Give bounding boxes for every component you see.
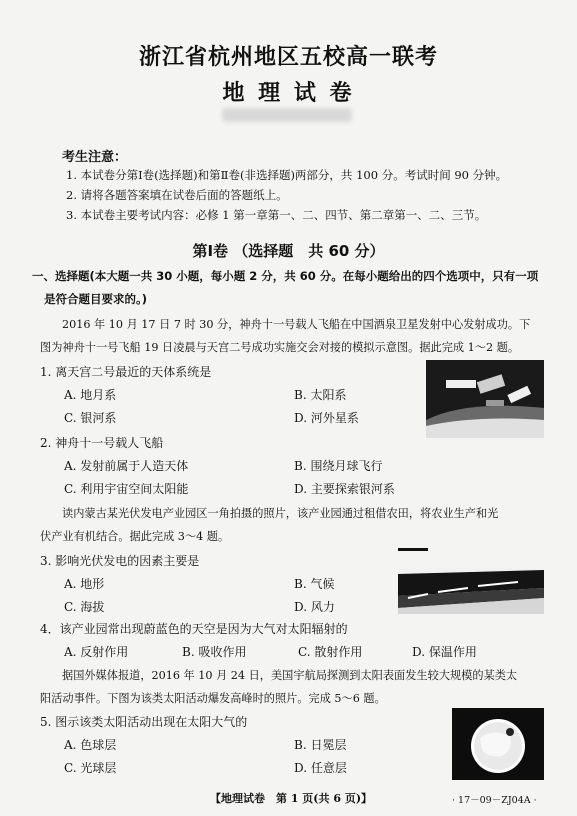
question-5-stem: 5. 图示该类太阳活动出现在太阳大气的 xyxy=(40,715,248,729)
question-1-option-b: B. 太阳系 xyxy=(294,388,347,402)
question-4-option-b: B. 吸收作用 xyxy=(182,645,247,659)
passage-1-line-1: 2016 年 10 月 17 日 7 时 30 分，神舟十一号载人飞船在中国酒泉卫星发射中心发射成功。下 xyxy=(62,318,531,331)
question-1-option-c: C. 银河系 xyxy=(64,411,117,425)
redacted-region xyxy=(222,108,352,122)
question-1-option-d: D. 河外星系 xyxy=(294,411,359,425)
section-title: 第Ⅰ卷 （选择题 共 60 分） xyxy=(192,242,385,260)
section-instruction-cont: 是符合题目要求的。) xyxy=(44,292,148,306)
question-2-stem: 2. 神舟十一号载人飞船 xyxy=(40,436,164,450)
question-3-option-d: D. 风力 xyxy=(294,600,335,614)
question-2-option-b: B. 围绕月球飞行 xyxy=(294,459,383,473)
page-footer-code: · 17－09－ZJ04A · xyxy=(452,795,537,806)
question-5-option-a: A. 色球层 xyxy=(64,738,117,752)
notice-item-2: 2. 请将各题答案填在试卷后面的答题纸上。 xyxy=(66,188,288,202)
question-4-stem: 4．该产业园常出现蔚蓝色的天空是因为大气对太阳辐射的 xyxy=(40,622,348,636)
question-5-option-c: C. 光球层 xyxy=(64,761,117,775)
notice-item-1: 1. 本试卷分第Ⅰ卷(选择题)和第Ⅱ卷(非选择题)两部分，共 100 分。考试时间 90 分钟。 xyxy=(66,168,508,182)
question-1-stem: 1. 离天宫二号最近的天体系统是 xyxy=(40,365,212,379)
question-3-stem: 3. 影响光伏发电的因素主要是 xyxy=(40,554,200,568)
spacecraft-docking-image xyxy=(426,360,544,438)
passage-2-line-2: 伏产业有机结合。据此完成 3～4 题。 xyxy=(40,530,230,543)
question-2-option-c: C. 利用宇宙空间太阳能 xyxy=(64,482,189,496)
notice-heading: 考生注意： xyxy=(62,150,128,165)
exam-title: 浙江省杭州地区五校高一联考 xyxy=(138,45,438,70)
notice-item-3: 3. 本试卷主要考试内容：必修 1 第一章第一、二、四节、第二章第一、二、三节。 xyxy=(66,208,487,222)
passage-2-line-1: 读内蒙古某光伏发电产业园区一角拍摄的照片，该产业园通过租借农田，将农业生产和光 xyxy=(62,507,499,520)
question-2-option-a: A. 发射前属于人造天体 xyxy=(64,459,189,473)
question-5-option-d: D. 任意层 xyxy=(294,761,347,775)
question-1-option-a: A. 地月系 xyxy=(64,388,117,402)
exam-subtitle: 地 理 试 卷 xyxy=(222,81,355,106)
passage-1-line-2: 图为神舟十一号飞船 19 日凌晨与天宫二号成功实施交会对接的模拟示意图。据此完成 1～2 题。 xyxy=(40,341,520,354)
question-3-option-a: A. 地形 xyxy=(64,577,105,591)
question-4-option-a: A. 反射作用 xyxy=(64,645,129,659)
photo-edge-mark xyxy=(398,548,428,551)
question-3-option-c: C. 海拔 xyxy=(64,600,105,614)
passage-3-line-1: 据国外媒体报道，2016 年 10 月 24 日，美国宇航局探测到太阳表面发生较大规模的某类太 xyxy=(62,669,518,682)
section-instruction: 一、选择题(本大题一共 30 小题，每小题 2 分，共 60 分。在每小题给出的四个选项中，只有一项 xyxy=(32,269,539,283)
question-3-option-b: B. 气候 xyxy=(294,577,335,591)
question-4-option-d: D. 保温作用 xyxy=(412,645,477,659)
question-2-option-d: D. 主要探索银河系 xyxy=(294,482,395,496)
question-5-option-b: B. 日冕层 xyxy=(294,738,347,752)
question-4-option-c: C. 散射作用 xyxy=(298,645,363,659)
solar-panel-photo xyxy=(398,568,544,614)
page-footer-label: 【地理试卷 第 1 页(共 6 页)】 xyxy=(210,792,373,805)
solar-activity-photo xyxy=(452,708,544,780)
passage-3-line-2: 阳活动事件。下图为该类太阳活动爆发高峰时的照片。完成 5～6 题。 xyxy=(40,692,386,705)
